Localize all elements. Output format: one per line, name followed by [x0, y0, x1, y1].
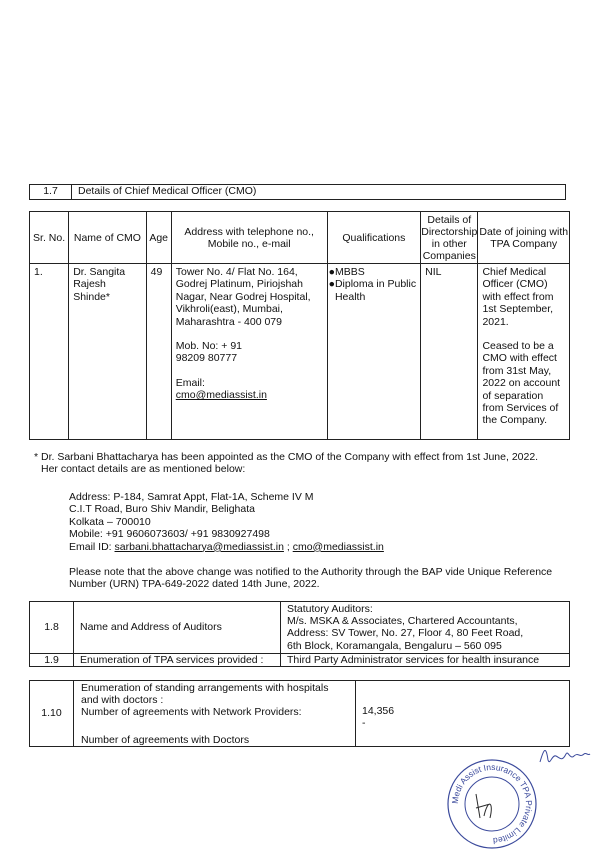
cmo-change-note: [34, 451, 569, 476]
bap-notice: Please note that the above change was notified to the Authority through the BAP vide Unique Reference Number (URN) TPA-649-2022 dated 14th June, 2022.: [69, 566, 553, 591]
row-directorship: NIL: [421, 264, 478, 440]
section-17-header: [29, 184, 566, 200]
address-line: Tower No. 4/ Flat No. 164,: [175, 266, 298, 278]
doctors-count: -: [362, 717, 366, 730]
new-cmo-address: [69, 491, 384, 553]
network-count: 14,356: [362, 705, 395, 717]
section-title: Details of Chief Medical Officer (CMO): [72, 185, 566, 200]
address-line: Godrej Platinum, Piriojshah: [175, 278, 303, 291]
auditors-value: Statutory Auditors: M/s. MSKA & Associates, Chartered Accountants, Address: SV Tower, No. 27, Floor 4, 80 Feet Road, 6th Block, Koramangala, Bengaluru – 560 095: [281, 602, 570, 654]
email-link[interactable]: cmo@mediassist.in: [175, 389, 267, 402]
row-joining: [478, 264, 570, 440]
signature-image: [536, 742, 592, 772]
auditors-label: Name and Address of Auditors: [74, 602, 281, 654]
row-age: 49: [146, 264, 171, 440]
cmo-table: [29, 211, 570, 440]
arrangements-table: [29, 680, 570, 747]
joining-text: Chief Medical Officer (CMO) with effect from 1st September, 2021.: [482, 266, 554, 328]
section-number: 1.7: [30, 185, 72, 200]
note-line: * Dr. Sarbani Bhattacharya has been appointed as the CMO of the Company with effect from 1st June, 2022.: [34, 451, 539, 463]
mobile-label: Mob. No: + 91: [175, 340, 242, 353]
header-age: Age: [146, 212, 171, 264]
header-joining: Date of joining with TPA Company: [478, 212, 570, 264]
address-line: Nagar, Near Godrej Hospital,: [175, 290, 311, 303]
company-seal-stamp: [446, 758, 538, 850]
services-label: Enumeration of TPA services provided :: [74, 654, 281, 667]
section-number: 1.9: [30, 654, 74, 667]
row-sr-no: 1.: [30, 264, 69, 440]
row-address: [171, 264, 327, 440]
mobile-number: 98209 80777: [175, 352, 238, 365]
ceased-text: Ceased to be a CMO with effect from 31st May, 2022 on account of separation from Services of the Company.: [482, 340, 561, 427]
address-line: Kolkata – 700010: [69, 515, 151, 528]
row-qualifications: [327, 264, 421, 440]
address-line: Vikhroli(east), Mumbai,: [175, 303, 283, 316]
section-number: 1.10: [30, 681, 74, 747]
qualification-item: Diploma in Public Health: [334, 278, 417, 303]
email-link[interactable]: sarbani.bhattacharya@mediassist.in: [114, 540, 284, 553]
email-link[interactable]: cmo@mediassist.in: [292, 540, 384, 553]
bullet-icon: ●: [328, 278, 335, 291]
note-line: Her contact details are as mentioned below:: [41, 463, 246, 476]
address-line: Maharashtra - 400 079: [175, 315, 282, 328]
svg-text:Medi Assist Insurance TPA Priv: [450, 762, 534, 846]
auditors-table: [29, 601, 570, 667]
arrangements-value: [356, 681, 570, 747]
address-line: Mobile: +91 9606073603/ +91 9830927498: [69, 528, 270, 541]
address-line: Address: P-184, Samrat Appt, Flat-1A, Scheme IV M: [69, 491, 314, 503]
row-name: Dr. Sangita Rajesh Shinde*: [69, 264, 146, 440]
seal-text: Medi Assist Insurance TPA Private Limited: [449, 761, 535, 847]
services-value: Third Party Administrator services for health insurance: [281, 654, 570, 667]
header-sr-no: Sr. No.: [30, 212, 69, 264]
address-line: C.I.T Road, Buro Shiv Mandir, Belighata: [69, 503, 255, 516]
email-label: Email:: [175, 376, 205, 389]
arrangements-label: Enumeration of standing arrangements with hospitals and with doctors : Number of agreements with Network Providers: Number of agreements with Doctors: [74, 681, 356, 747]
header-qualifications: Qualifications: [327, 212, 421, 264]
email-line: Email ID: sarbani.bhattacharya@mediassist.in ; cmo@mediassist.in: [69, 540, 384, 553]
header-directorship: Details of Directorship in other Companies: [421, 213, 478, 262]
bullet-icon: ●: [328, 266, 335, 278]
qualification-item: MBBS: [334, 266, 365, 278]
header-address: Address with telephone no., Mobile no., e-mail: [171, 212, 327, 264]
header-name: Name of CMO: [69, 212, 146, 264]
section-number: 1.8: [30, 602, 74, 654]
